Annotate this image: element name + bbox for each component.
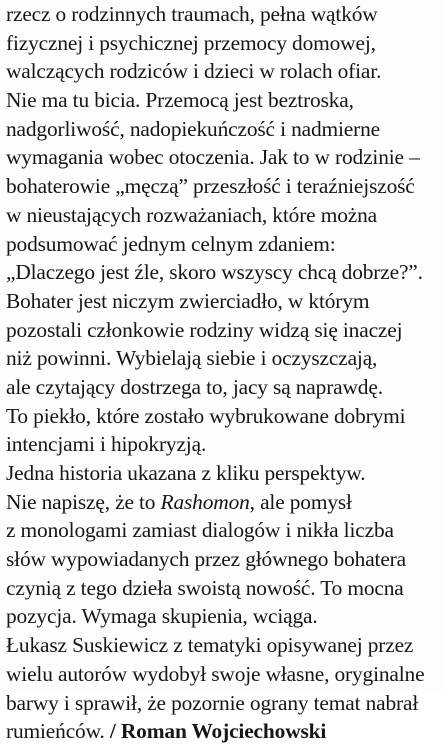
text-line: rzecz o rodzinnych traumach, pełna wątków — [6, 2, 378, 26]
article-text — [6, 0, 440, 746]
text-line: pozycja. Wymaga skupienia, wciąga. — [6, 604, 318, 629]
text-segment: , ale pomysł — [249, 489, 352, 514]
text-segment: rumieńców. — [6, 719, 110, 744]
text-line: Nie ma tu bicia. Przemocą jest beztroska, — [6, 88, 354, 113]
text-line: Łukasz Suskiewicz z tematyki opisywanej przez — [6, 633, 414, 658]
italic-title: Rashomon — [160, 489, 250, 514]
text-line: ale czytający dostrzega to, jacy są naprawdę. — [6, 374, 383, 399]
text-line: To piekło, które zostało wybrukowane dobrymi — [6, 403, 406, 428]
text-line-with-title — [6, 488, 440, 517]
text-line: niż powinni. Wybielają siebie i oczyszczają, — [6, 346, 378, 371]
text-line: Bohater jest niczym zwierciadło, w którym — [6, 288, 370, 313]
text-line: fizycznej i psychicznej przemocy domowej, — [6, 30, 376, 55]
text-line: wielu autorów wydobył swoje własne, oryginalne — [6, 661, 425, 686]
text-line: „Dlaczego jest źle, skoro wszyscy chcą dobrze?”. — [6, 260, 423, 285]
author-signature: / Roman Wojciechowski — [109, 719, 327, 744]
text-line: bohaterowie „męczą” przeszłość i teraźniejszość — [6, 174, 415, 199]
text-line: intencjami i hipokryzją. — [6, 432, 207, 457]
text-line: nadgorliwość, nadopiekuńczość i nadmierne — [6, 116, 381, 141]
text-line: podsumować jednym celnym zdaniem: — [6, 231, 336, 256]
text-line: wymagania wobec otoczenia. Jak to w rodzinie – — [6, 145, 420, 170]
text-line: w nieustających rozważaniach, które można — [6, 202, 377, 227]
text-segment: Nie napiszę, że to — [6, 489, 161, 514]
text-line: Jedna historia ukazana z kliku perspektyw. — [6, 461, 366, 485]
text-line: pozostali członkowie rodziny widzą się inaczej — [6, 317, 403, 342]
text-line: barwy i sprawił, że pozornie ograny temat nabrał — [6, 690, 419, 715]
text-line: walczących rodziców i dzieci w rolach ofiar. — [6, 59, 382, 84]
text-line: słów wypowiadanych przez głównego bohatera — [6, 547, 406, 572]
text-line: czynią z tego dzieła swoistą nowość. To mocna — [6, 575, 404, 600]
text-line: z monologami zamiast dialogów i nikła liczba — [6, 518, 394, 543]
text-line-with-signature — [6, 717, 440, 746]
